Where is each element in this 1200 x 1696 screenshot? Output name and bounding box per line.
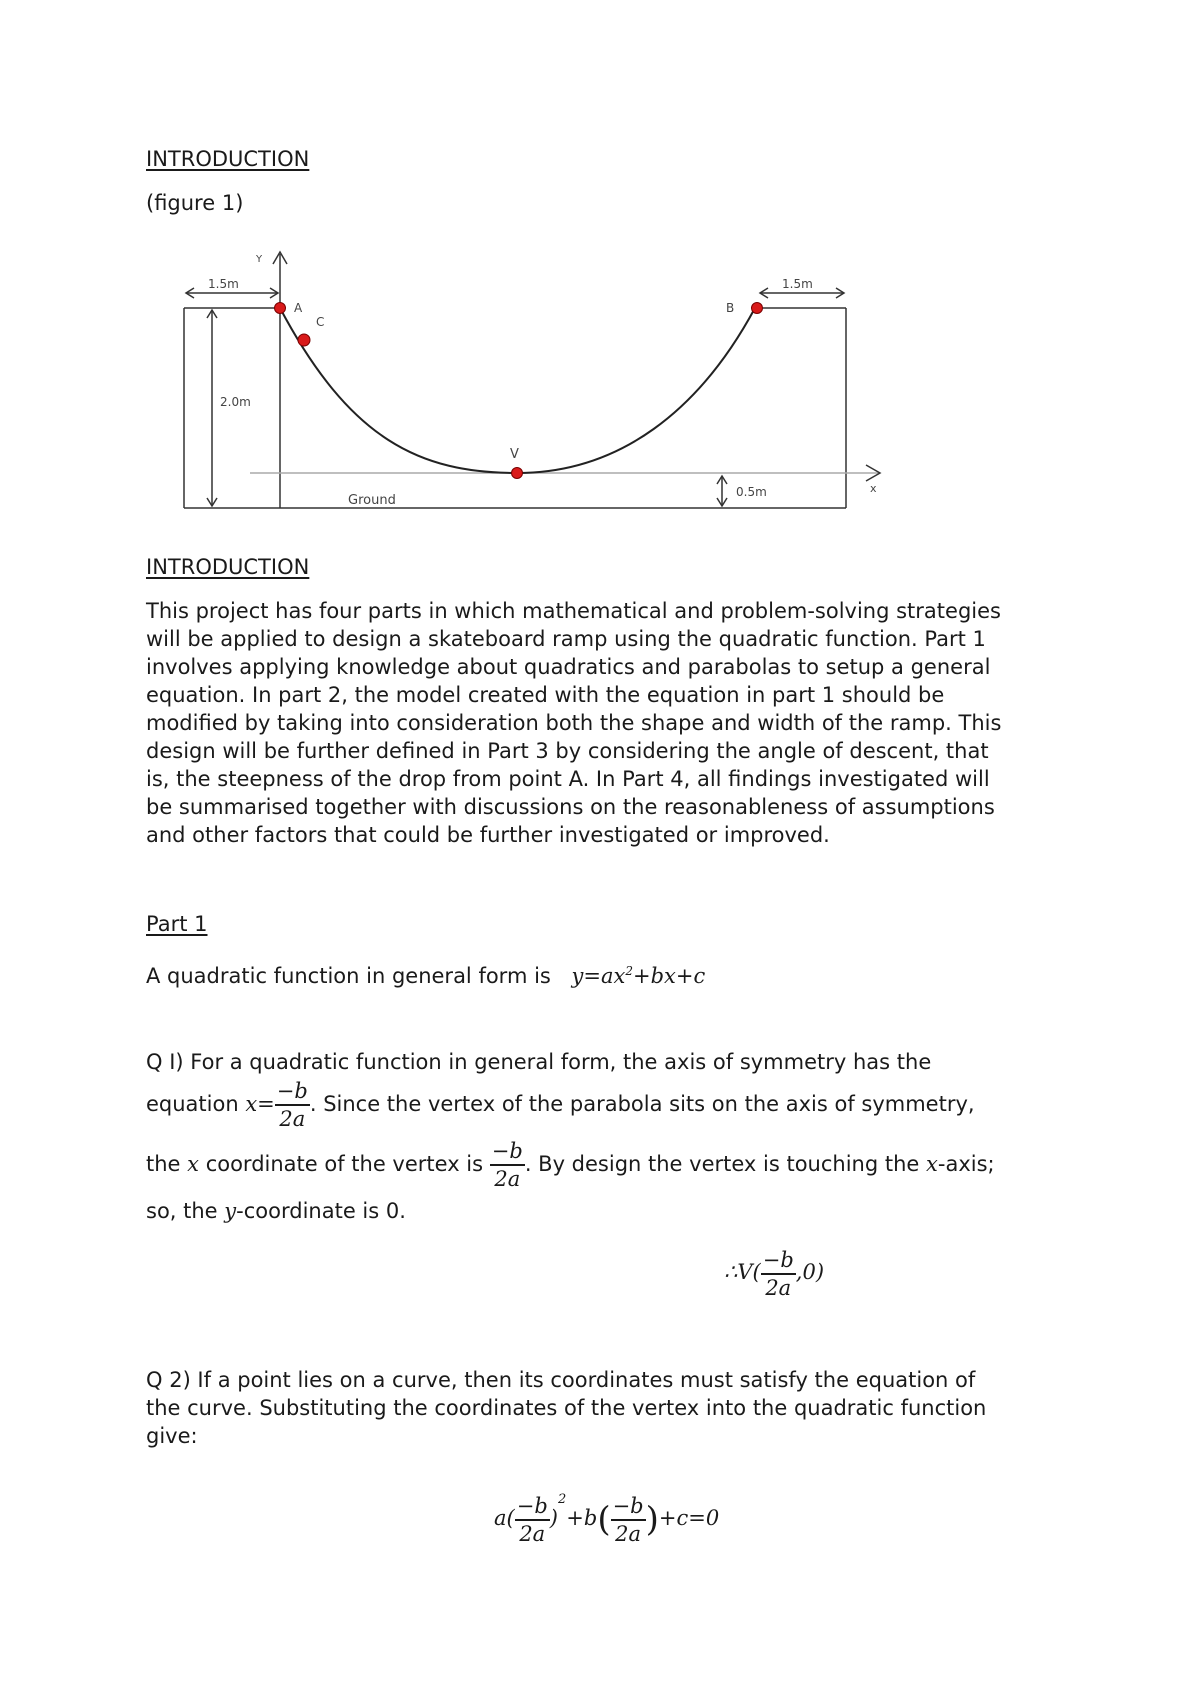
intro-line: involves applying knowledge about quadratics and parabolas to setup a general [146, 655, 991, 679]
intro-line: This project has four parts in which mathematical and problem-solving strategies [146, 599, 1001, 623]
q1-line3 [146, 1138, 995, 1192]
q1-text: -axis; [937, 1152, 995, 1176]
q2-eq-paren: ) [645, 1499, 659, 1540]
frac-den: 2a [765, 1275, 792, 1300]
q2-eq-exponent: 2 [557, 1492, 567, 1507]
eq-lhs: y=a [571, 964, 614, 988]
q1-fraction [275, 1078, 310, 1132]
intro-line: modified by taking into consideration both the shape and width of the ramp. This [146, 711, 1002, 735]
general-form-equation [572, 964, 706, 988]
intro-paragraph [146, 597, 1066, 849]
point-v-marker [512, 468, 523, 479]
frac-num: −b [761, 1247, 796, 1275]
x-axis-label: x [870, 482, 877, 495]
q1-text: -coordinate is 0. [236, 1199, 406, 1223]
point-b-marker [752, 303, 763, 314]
skateboard-ramp-figure [170, 240, 890, 515]
dim-left-width-label: 1.5m [208, 277, 239, 291]
q2-paragraph [146, 1366, 1066, 1450]
eq-rest: +bx+c [633, 964, 706, 988]
q1-text: . Since the vertex of the parabola sits on the axis of symmetry, [309, 1092, 975, 1116]
q2-line: Q 2) If a point lies on a curve, then its coordinates must satisfy the equation of [146, 1368, 976, 1392]
q1-line4 [146, 1197, 406, 1225]
q1-text: equation [146, 1092, 239, 1116]
ground-label: Ground [348, 493, 396, 508]
q2-eq-plus-b: +b [566, 1506, 598, 1530]
q1-eq-prefix: x= [245, 1092, 275, 1116]
q1-fraction [490, 1138, 525, 1192]
q2-eq-paren: ( [597, 1499, 611, 1540]
figure-caption: (figure 1) [146, 191, 244, 215]
q2-line: the curve. Substituting the coordinates of the vertex into the quadratic function [146, 1396, 987, 1420]
vertex-fraction [761, 1247, 796, 1301]
point-v-label: V [510, 447, 519, 462]
frac-den: 2a [615, 1521, 642, 1546]
dim-vertex-height-label: 0.5m [736, 485, 767, 499]
heading-introduction-2: INTRODUCTION [146, 555, 310, 579]
q2-line: give: [146, 1424, 198, 1448]
frac-num: −b [490, 1138, 525, 1166]
q1-var-x: x [926, 1152, 938, 1176]
frac-num: −b [275, 1078, 310, 1106]
frac-den: 2a [279, 1107, 306, 1131]
intro-line: equation. In part 2, the model created with the equation in part 1 should be [146, 683, 945, 707]
q1-var-y: y [224, 1199, 237, 1223]
vertex-suffix: ,0) [795, 1260, 825, 1284]
q2-fraction [515, 1493, 550, 1547]
q1-text: so, the [146, 1199, 218, 1223]
y-axis-label: Y [256, 254, 263, 265]
eq-exponent: 2 [625, 964, 634, 978]
q2-eq-paren: ( [506, 1506, 515, 1530]
frac-den: 2a [519, 1521, 546, 1546]
q1-text: . By design the vertex is touching the [524, 1152, 920, 1176]
intro-line: will be applied to design a skateboard ramp using the quadratic function. Part 1 [146, 627, 986, 651]
point-c-label: C [316, 315, 325, 329]
frac-den: 2a [494, 1167, 521, 1191]
q1-var-x: x [187, 1152, 199, 1176]
point-a-marker [275, 303, 286, 314]
intro-line: is, the steepness of the drop from point A. In Part 4, all findings investigated will [146, 767, 990, 791]
q2-fraction [611, 1493, 646, 1547]
intro-line: and other factors that could be further investigated or improved. [146, 823, 830, 847]
general-form-text: A quadratic function in general form is [146, 964, 551, 988]
point-a-label: A [294, 301, 303, 315]
q2-eq-a: a [494, 1506, 507, 1530]
q1-line2 [146, 1078, 975, 1132]
vertex-equation [724, 1246, 824, 1301]
general-form-line [146, 957, 705, 990]
frac-num: −b [515, 1493, 550, 1521]
dim-height-label: 2.0m [220, 395, 251, 409]
q1-text: coordinate of the vertex is [205, 1152, 484, 1176]
point-c-marker [298, 334, 310, 346]
intro-line: be summarised together with discussions on the reasonableness of assumptions [146, 795, 995, 819]
q1-line1: Q I) For a quadratic function in general form, the axis of symmetry has the [146, 1050, 932, 1074]
dim-right-width-label: 1.5m [782, 277, 813, 291]
intro-line: design will be further defined in Part 3 by considering the angle of descent, that [146, 739, 989, 763]
q2-eq-tail: +c=0 [658, 1506, 720, 1530]
point-b-label: B [726, 301, 735, 315]
heading-introduction: INTRODUCTION [146, 147, 310, 171]
eq-x: x [613, 964, 626, 988]
part1-heading: Part 1 [146, 912, 208, 936]
q2-eq-paren: ) [549, 1506, 558, 1530]
q2-equation [494, 1470, 719, 1550]
vertex-prefix: ∴V( [724, 1260, 761, 1284]
q1-text: the [146, 1152, 181, 1176]
frac-num: −b [611, 1493, 646, 1521]
